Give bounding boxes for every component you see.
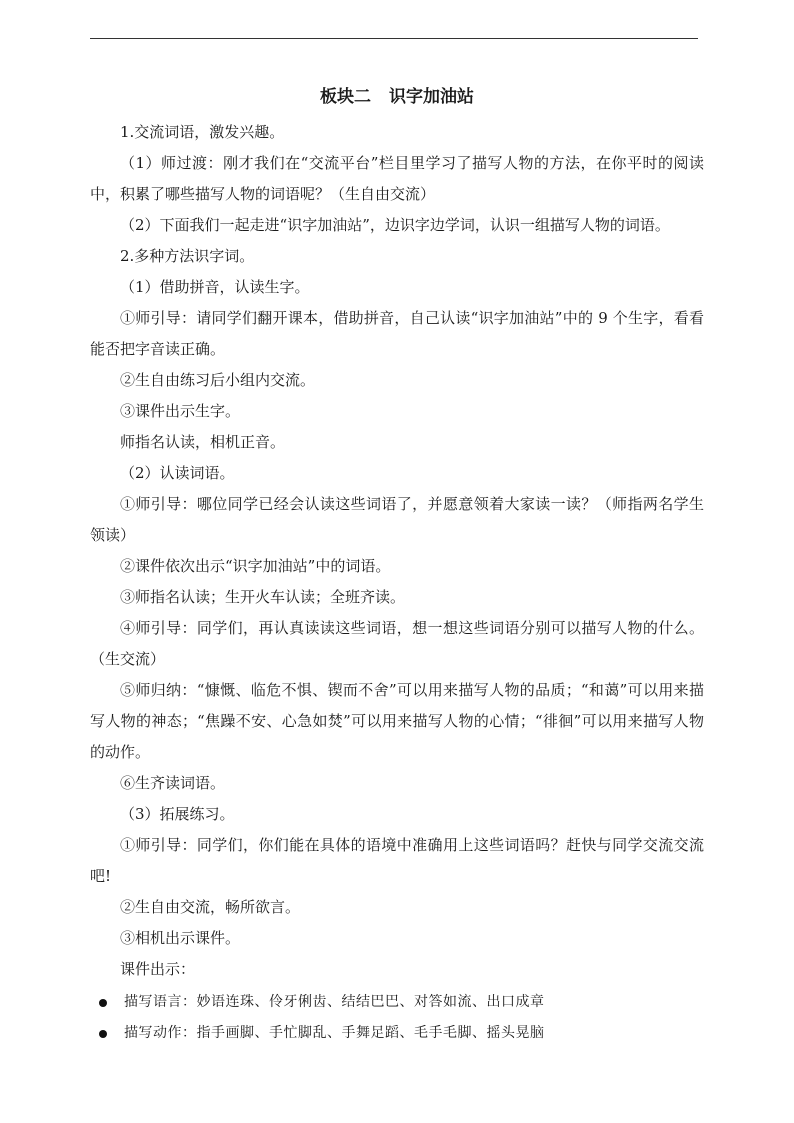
paragraph: （2）认读词语。 [120, 464, 235, 482]
bullet-text: 描写语言：妙语连珠、伶牙俐齿、结结巴巴、对答如流、出口成章 [124, 994, 545, 1010]
paragraph: ⑥生齐读词语。 [120, 774, 226, 792]
paragraph: ①师引导：请同学们翻开课本，借助拼音，自己认读“识字加油站”中的 9 个生字，看看能否把字音读正确。 [90, 309, 704, 358]
paragraph: ③师指名认读；生开火车认读；全班齐读。 [120, 588, 406, 606]
paragraph: ③课件出示生字。 [120, 402, 241, 420]
paragraph: （2）下面我们一起走进“识字加油站”，边识字边学词，认识一组描写人物的词语。 [120, 216, 670, 234]
paragraph: ②课件依次出示“识字加油站”中的词语。 [120, 557, 391, 575]
paragraph: ②生自由交流，畅所欲言。 [120, 898, 301, 916]
paragraph: 2.多种方法识字词。 [120, 247, 255, 265]
bullet-item-action [90, 1018, 704, 1049]
courseware-bullet-list [90, 987, 704, 1049]
bullet-dot-icon [99, 999, 107, 1007]
paragraph: ⑤师归纳：“慷慨、临危不惧、锲而不舍”可以用来描写人物的品质；“和蔼”可以用来描写人物的神态；“焦躁不安、心急如焚”可以用来描写人物的心情；“徘徊”可以用来描写人物的动作。 [90, 681, 704, 761]
paragraph: ④师引导：同学们，再认真读读这些词语，想一想这些词语分别可以描写人物的什么。（生交流） [90, 619, 704, 668]
paragraph: ①师引导：同学们，你们能在具体的语境中准确用上这些词语吗？赶快与同学交流交流吧! [90, 836, 704, 885]
paragraph: ②生自由练习后小组内交流。 [120, 371, 316, 389]
paragraph: （1）师过渡：刚才我们在“交流平台”栏目里学习了描写人物的方法，在你平时的阅读中，积累了哪些描写人物的词语呢？（生自由交流） [90, 154, 704, 203]
bullet-dot-icon [99, 1030, 107, 1038]
paragraph: （1）借助拼音，认读生字。 [120, 278, 310, 296]
section-title-part1: 板块二 [320, 87, 371, 107]
bullet-item-speech [90, 987, 704, 1018]
paragraph: （3）拓展练习。 [120, 805, 235, 823]
paragraph: 1.交流词语，激发兴趣。 [120, 123, 285, 141]
paragraph: ①师引导：哪位同学已经会认读这些词语了，并愿意领着大家读一读？（师指两名学生领读） [90, 495, 704, 544]
paragraph: 师指名认读，相机正音。 [120, 433, 286, 451]
bullet-text: 描写动作：指手画脚、手忙脚乱、手舞足蹈、毛手毛脚、摇头晃脑 [124, 1025, 545, 1041]
paragraph: 课件出示： [120, 960, 196, 978]
section-title [0, 85, 794, 109]
section-title-part2: 识字加油站 [389, 87, 474, 107]
paragraph: ③相机出示课件。 [120, 929, 241, 947]
header-rule [90, 38, 698, 39]
document-body [90, 117, 704, 1049]
